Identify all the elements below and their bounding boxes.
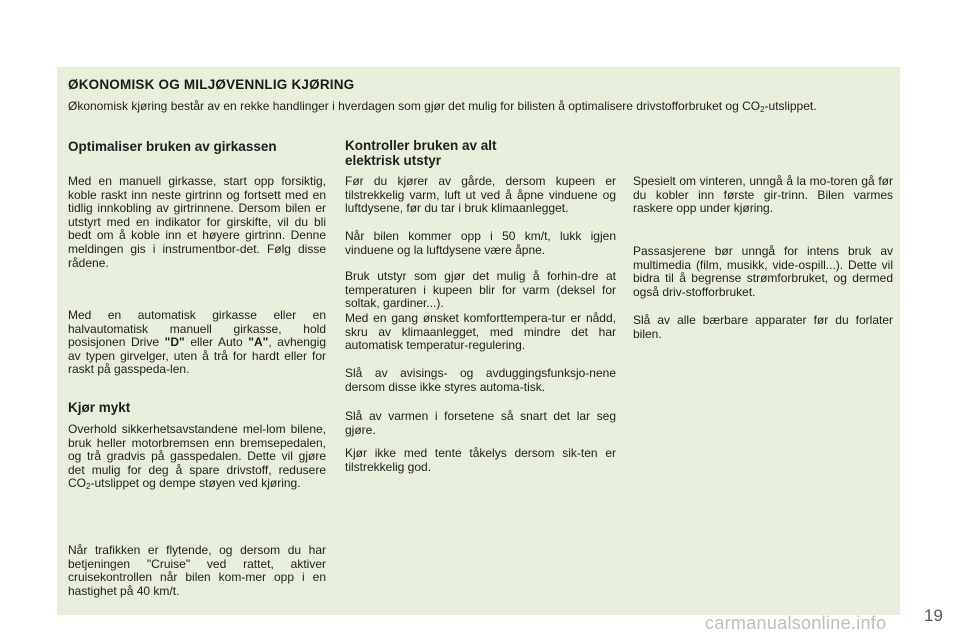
paragraph-safety-distance: Overhold sikkerhetsavstandene mel-lom bilene, bruk heller motorbremsen enn bremsepedalen, og trå gradvis på gasspedalen. Dette vil gjøre det mulig for deg å spare drivstoff, redusere $CO_2$-utslippet og dempe støyen ved kjøring.	[68, 422, 326, 492]
paragraph-close-windows: Når bilen kommer opp i 50 km/t, lukk igjen vinduene og la luftdysene være åpne.	[345, 229, 616, 257]
watermark-url: carmanualsonline.info	[705, 613, 887, 633]
paragraph-sunshade: Bruk utstyr som gjør det mulig å forhin-dre at temperaturen i kupeen blir for varm (deksel for soltak, gardiner...).	[345, 269, 616, 311]
intro-paragraph: Økonomisk kjøring består av en rekke handlinger i hverdagen som gjør det mulig for bilisten å optimalisere drivstofforbruket og $CO_2$-utslippet.	[68, 99, 817, 114]
paragraph-automatic-gearbox: Med en automatisk girkasse eller en halvautomatisk manuell girkasse, hold posisjonen Drive "D" eller Auto "A", avhengig av typen girvelger, uten å trå for hardt eller for raskt på gasspeda-len.	[68, 308, 326, 377]
paragraph-manual-gearbox: Med en manuell girkasse, start opp forsiktig, koble raskt inn neste girtrinn og fortsett med en tidlig innkobling av girtrinnene. Dersom bilen er utstyrt med en indikator for girskifte, vil du bli bedt om å koble inn et høyere girtrinn. Denne meldingen gis i instrumentbor-det. Følg disse rådene.	[68, 174, 326, 270]
paragraph-cruise-control: Når trafikken er flytende, og dersom du har betjeningen "Cruise" ved rattet, aktiver cruisekontrollen når bilen kom-mer opp i en hastighet på 40 km/t.	[68, 543, 326, 598]
paragraph-ventilate: Før du kjører av gårde, dersom kupeen er tilstrekkelig varm, luft ut ved å åpne vinduene og luftdysene, før du tar i bruk klimaanlegget.	[345, 174, 616, 216]
heading-gearbox: Optimaliser bruken av girkassen	[68, 139, 277, 154]
section-title: ØKONOMISK OG MILJØVENNLIG KJØRING	[68, 77, 355, 92]
heading-drive-gently: Kjør mykt	[68, 400, 131, 415]
paragraph-defrost: Slå av avisings- og avduggingsfunksjo-nene dersom disse ikke styres automa-tisk.	[345, 366, 616, 394]
paragraph-portable-devices: Slå av alle bærbare apparater før du forlater bilen.	[633, 313, 893, 341]
paragraph-seat-heating: Slå av varmen i forsetene så snart det lar seg gjøre.	[345, 409, 616, 437]
page-number: 19	[924, 606, 943, 625]
heading-electrical-equipment: Kontroller bruken av alt elektrisk utstyr	[345, 138, 497, 168]
paragraph-air-conditioning: Med en gang ønsket komforttempera-tur er nådd, skru av klimaanlegget, med mindre det har automatisk temperatur-regulering.	[345, 311, 616, 353]
paragraph-multimedia: Passasjerene bør unngå for intens bruk av multimedia (film, musikk, vide-ospill...). Dette vil bidra til å begrense strømforbruket, og dermed også driv-stofforbruket.	[633, 244, 893, 299]
paragraph-fog-lights: Kjør ikke med tente tåkelys dersom sik-ten er tilstrekkelig god.	[345, 446, 616, 474]
paragraph-winter-engine: Spesielt om vinteren, unngå å la mo-toren gå før du kobler inn første gir-trinn. Bilen varmes raskere opp under kjøring.	[633, 174, 893, 216]
